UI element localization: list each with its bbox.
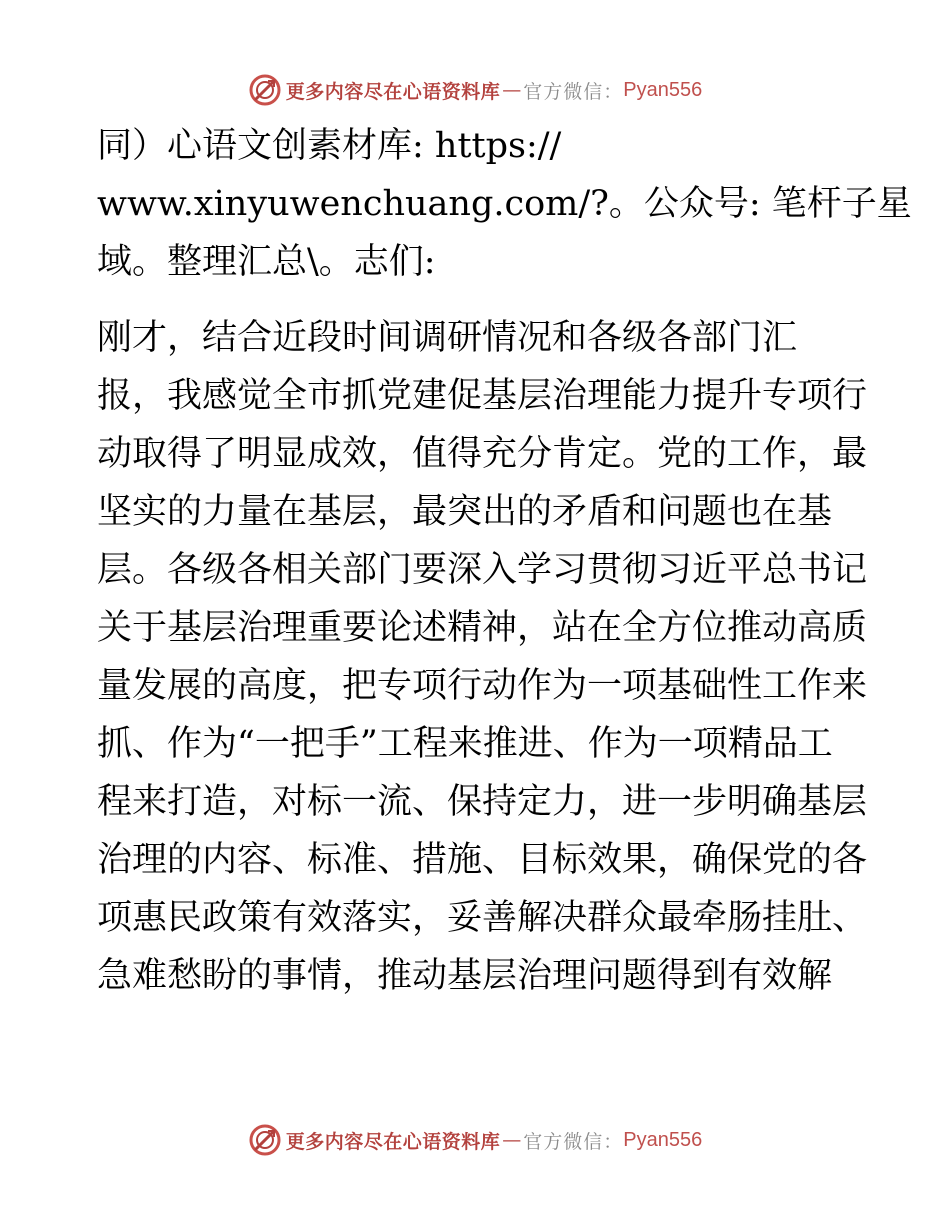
body-line-5: 报，我感觉全市抓党建促基层治理能力提升专项行 — [97, 376, 868, 416]
body-line-14: 项惠民政策有效落实，妥善解决群众最牵肠挂肚、 — [97, 898, 868, 938]
footer-banner — [0, 1120, 950, 1160]
body-line-8: 层。各级各相关部门要深入学习贯彻习近平总书记 — [97, 550, 868, 590]
footer-banner-content — [248, 1123, 703, 1157]
footer-banner-title: 更多内容尽在心语资料库 — [285, 1130, 501, 1153]
footer-banner-wechat-id: Pyan556 — [623, 1128, 703, 1151]
body-line-15: 急难愁盼的事情，推动基层治理问题得到有效解 — [97, 956, 833, 996]
brand-logo-icon — [248, 1123, 282, 1157]
body-line-13: 治理的内容、标准、措施、目标效果，确保党的各 — [97, 840, 868, 880]
footer-banner-wechat-label: 官方微信： — [523, 1130, 624, 1153]
body-line-10: 量发展的高度，把专项行动作为一项基础性工作来 — [97, 666, 868, 706]
header-banner — [0, 70, 950, 110]
footer-banner-dash: — — [502, 1129, 522, 1151]
header-banner-wechat-label: 官方微信： — [523, 80, 624, 103]
body-line-7: 坚实的力量在基层，最突出的矛盾和问题也在基 — [97, 492, 833, 532]
body-line-11: 抓、作为“一把手”工程来推进、作为一项精品工 — [97, 724, 833, 764]
header-banner-wechat-id: Pyan556 — [623, 78, 703, 101]
body-line-2: www.xinyuwenchuang.com/?。公众号: 笔杆子星 — [97, 184, 912, 224]
header-banner-dash: — — [502, 79, 522, 101]
header-banner-title: 更多内容尽在心语资料库 — [285, 80, 501, 103]
brand-logo-icon — [248, 73, 282, 107]
body-line-4: 刚才，结合近段时间调研情况和各级各部门汇 — [97, 318, 798, 358]
body-line-1: 同）心语文创素材库: https:// — [97, 126, 562, 166]
body-line-6: 动取得了明显成效，值得充分肯定。党的工作，最 — [97, 434, 868, 474]
body-line-3: 域。整理汇总\。志们: — [97, 242, 436, 282]
body-line-9: 关于基层治理重要论述精神，站在全方位推动高质 — [97, 608, 868, 648]
body-line-12: 程来打造，对标一流、保持定力，进一步明确基层 — [97, 782, 868, 822]
header-banner-content — [248, 73, 703, 107]
